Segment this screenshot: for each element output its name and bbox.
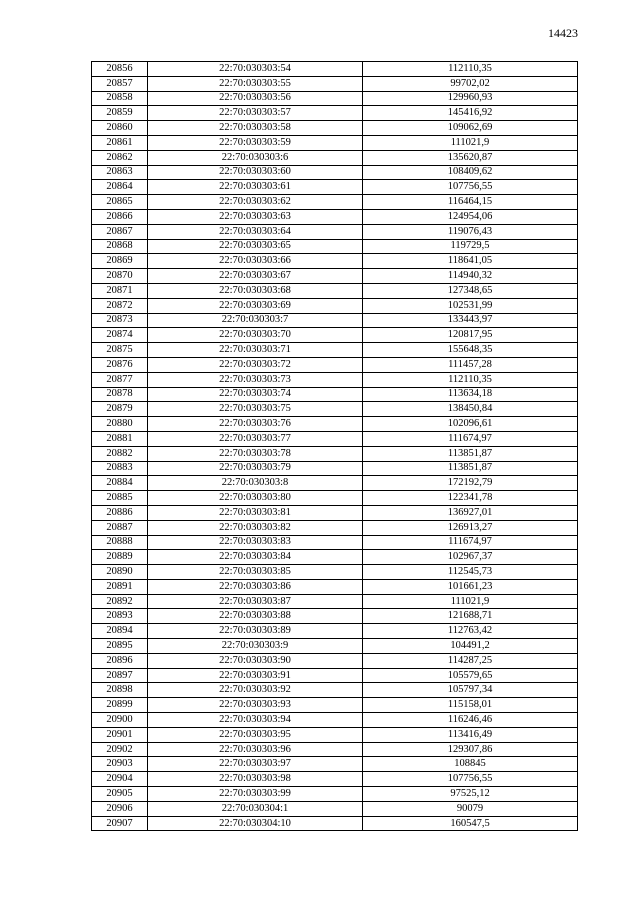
cadastral-value-cell: 111021,9 bbox=[363, 594, 578, 609]
table-row bbox=[92, 431, 578, 446]
table-row bbox=[92, 816, 578, 831]
cadastral-value-cell: 112110,35 bbox=[363, 62, 578, 77]
cadastral-value-cell: 112763,42 bbox=[363, 624, 578, 639]
cadastral-number-cell: 22:70:030303:68 bbox=[148, 283, 363, 298]
cadastral-value-cell: 120817,95 bbox=[363, 328, 578, 343]
cadastral-number-cell: 22:70:030303:82 bbox=[148, 520, 363, 535]
cadastral-number-cell: 22:70:030303:69 bbox=[148, 298, 363, 313]
cadastral-number-cell: 22:70:030303:88 bbox=[148, 609, 363, 624]
cadastral-value-cell: 99702,02 bbox=[363, 76, 578, 91]
row-number-cell: 20899 bbox=[92, 698, 148, 713]
cadastral-value-cell: 101661,23 bbox=[363, 579, 578, 594]
cadastral-value-cell: 119729,5 bbox=[363, 239, 578, 254]
row-number-cell: 20907 bbox=[92, 816, 148, 831]
cadastral-value-cell: 127348,65 bbox=[363, 283, 578, 298]
cadastral-value-cell: 109062,69 bbox=[363, 121, 578, 136]
row-number-cell: 20883 bbox=[92, 461, 148, 476]
cadastral-value-cell: 112110,35 bbox=[363, 372, 578, 387]
cadastral-value-cell: 107756,55 bbox=[363, 772, 578, 787]
row-number-cell: 20896 bbox=[92, 653, 148, 668]
row-number-cell: 20900 bbox=[92, 713, 148, 728]
table-row bbox=[92, 165, 578, 180]
row-number-cell: 20856 bbox=[92, 62, 148, 77]
row-number-cell: 20894 bbox=[92, 624, 148, 639]
cadastral-value-cell: 118641,05 bbox=[363, 254, 578, 269]
table-row bbox=[92, 446, 578, 461]
cadastral-value-cell: 136927,01 bbox=[363, 505, 578, 520]
row-number-cell: 20903 bbox=[92, 757, 148, 772]
row-number-cell: 20859 bbox=[92, 106, 148, 121]
row-number-cell: 20876 bbox=[92, 357, 148, 372]
cadastral-number-cell: 22:70:030303:6 bbox=[148, 150, 363, 165]
cadastral-number-cell: 22:70:030303:87 bbox=[148, 594, 363, 609]
row-number-cell: 20864 bbox=[92, 180, 148, 195]
row-number-cell: 20891 bbox=[92, 579, 148, 594]
table-row bbox=[92, 269, 578, 284]
cadastral-number-cell: 22:70:030303:73 bbox=[148, 372, 363, 387]
cadastral-number-cell: 22:70:030303:70 bbox=[148, 328, 363, 343]
cadastral-value-cell: 113851,87 bbox=[363, 461, 578, 476]
row-number-cell: 20874 bbox=[92, 328, 148, 343]
table-row bbox=[92, 343, 578, 358]
page-number: 14423 bbox=[548, 26, 578, 40]
cadastral-number-cell: 22:70:030303:84 bbox=[148, 550, 363, 565]
cadastral-number-cell: 22:70:030303:91 bbox=[148, 668, 363, 683]
cadastral-value-table bbox=[91, 61, 578, 831]
cadastral-value-cell: 102967,37 bbox=[363, 550, 578, 565]
table-row bbox=[92, 254, 578, 269]
row-number-cell: 20857 bbox=[92, 76, 148, 91]
table-row bbox=[92, 550, 578, 565]
cadastral-number-cell: 22:70:030303:94 bbox=[148, 713, 363, 728]
table-row bbox=[92, 491, 578, 506]
table-row bbox=[92, 565, 578, 580]
table-row bbox=[92, 76, 578, 91]
cadastral-number-cell: 22:70:030303:60 bbox=[148, 165, 363, 180]
table-row bbox=[92, 224, 578, 239]
row-number-cell: 20868 bbox=[92, 239, 148, 254]
table-row bbox=[92, 239, 578, 254]
row-number-cell: 20866 bbox=[92, 209, 148, 224]
cadastral-value-cell: 115158,01 bbox=[363, 698, 578, 713]
row-number-cell: 20904 bbox=[92, 772, 148, 787]
table-row bbox=[92, 402, 578, 417]
table-row bbox=[92, 609, 578, 624]
table-row bbox=[92, 520, 578, 535]
cadastral-value-cell: 129960,93 bbox=[363, 91, 578, 106]
table-row bbox=[92, 624, 578, 639]
cadastral-value-cell: 111674,97 bbox=[363, 535, 578, 550]
table-row bbox=[92, 209, 578, 224]
cadastral-value-cell: 105797,34 bbox=[363, 683, 578, 698]
cadastral-value-cell: 108409,62 bbox=[363, 165, 578, 180]
table-row bbox=[92, 505, 578, 520]
table-row bbox=[92, 683, 578, 698]
table-row bbox=[92, 594, 578, 609]
row-number-cell: 20878 bbox=[92, 387, 148, 402]
row-number-cell: 20861 bbox=[92, 135, 148, 150]
cadastral-value-cell: 160547,5 bbox=[363, 816, 578, 831]
table-row bbox=[92, 757, 578, 772]
table-row bbox=[92, 639, 578, 654]
cadastral-number-cell: 22:70:030303:64 bbox=[148, 224, 363, 239]
cadastral-number-cell: 22:70:030303:90 bbox=[148, 653, 363, 668]
table-row bbox=[92, 357, 578, 372]
row-number-cell: 20888 bbox=[92, 535, 148, 550]
row-number-cell: 20881 bbox=[92, 431, 148, 446]
row-number-cell: 20906 bbox=[92, 801, 148, 816]
cadastral-number-cell: 22:70:030303:62 bbox=[148, 195, 363, 210]
table-row bbox=[92, 801, 578, 816]
row-number-cell: 20869 bbox=[92, 254, 148, 269]
cadastral-value-cell: 111021,9 bbox=[363, 135, 578, 150]
cadastral-number-cell: 22:70:030303:75 bbox=[148, 402, 363, 417]
row-number-cell: 20863 bbox=[92, 165, 148, 180]
cadastral-number-cell: 22:70:030303:86 bbox=[148, 579, 363, 594]
row-number-cell: 20858 bbox=[92, 91, 148, 106]
cadastral-number-cell: 22:70:030303:55 bbox=[148, 76, 363, 91]
cadastral-value-cell: 119076,43 bbox=[363, 224, 578, 239]
cadastral-value-cell: 138450,84 bbox=[363, 402, 578, 417]
cadastral-number-cell: 22:70:030303:96 bbox=[148, 742, 363, 757]
table-row bbox=[92, 668, 578, 683]
table-row bbox=[92, 535, 578, 550]
cadastral-number-cell: 22:70:030303:97 bbox=[148, 757, 363, 772]
cadastral-value-cell: 113851,87 bbox=[363, 446, 578, 461]
row-number-cell: 20880 bbox=[92, 417, 148, 432]
cadastral-number-cell: 22:70:030303:99 bbox=[148, 787, 363, 802]
cadastral-number-cell: 22:70:030303:58 bbox=[148, 121, 363, 136]
cadastral-value-cell: 121688,71 bbox=[363, 609, 578, 624]
cadastral-value-cell: 108845 bbox=[363, 757, 578, 772]
table-row bbox=[92, 713, 578, 728]
row-number-cell: 20886 bbox=[92, 505, 148, 520]
row-number-cell: 20879 bbox=[92, 402, 148, 417]
cadastral-value-cell: 102096,61 bbox=[363, 417, 578, 432]
table-row bbox=[92, 787, 578, 802]
row-number-cell: 20865 bbox=[92, 195, 148, 210]
cadastral-number-cell: 22:70:030303:85 bbox=[148, 565, 363, 580]
cadastral-value-cell: 155648,35 bbox=[363, 343, 578, 358]
row-number-cell: 20870 bbox=[92, 269, 148, 284]
table-row bbox=[92, 727, 578, 742]
cadastral-number-cell: 22:70:030303:72 bbox=[148, 357, 363, 372]
cadastral-number-cell: 22:70:030303:76 bbox=[148, 417, 363, 432]
row-number-cell: 20862 bbox=[92, 150, 148, 165]
row-number-cell: 20898 bbox=[92, 683, 148, 698]
cadastral-value-cell: 90079 bbox=[363, 801, 578, 816]
row-number-cell: 20860 bbox=[92, 121, 148, 136]
cadastral-number-cell: 22:70:030304:10 bbox=[148, 816, 363, 831]
row-number-cell: 20877 bbox=[92, 372, 148, 387]
cadastral-number-cell: 22:70:030304:1 bbox=[148, 801, 363, 816]
cadastral-value-cell: 102531,99 bbox=[363, 298, 578, 313]
table-row bbox=[92, 742, 578, 757]
row-number-cell: 20867 bbox=[92, 224, 148, 239]
cadastral-number-cell: 22:70:030303:74 bbox=[148, 387, 363, 402]
row-number-cell: 20902 bbox=[92, 742, 148, 757]
cadastral-value-cell: 105579,65 bbox=[363, 668, 578, 683]
table-row bbox=[92, 62, 578, 77]
cadastral-value-cell: 129307,86 bbox=[363, 742, 578, 757]
cadastral-value-cell: 126913,27 bbox=[363, 520, 578, 535]
cadastral-number-cell: 22:70:030303:56 bbox=[148, 91, 363, 106]
cadastral-number-cell: 22:70:030303:77 bbox=[148, 431, 363, 446]
cadastral-number-cell: 22:70:030303:80 bbox=[148, 491, 363, 506]
row-number-cell: 20884 bbox=[92, 476, 148, 491]
cadastral-value-cell: 104491,2 bbox=[363, 639, 578, 654]
cadastral-value-cell: 124954,06 bbox=[363, 209, 578, 224]
table-row bbox=[92, 106, 578, 121]
row-number-cell: 20875 bbox=[92, 343, 148, 358]
cadastral-value-cell: 133443,97 bbox=[363, 313, 578, 328]
cadastral-number-cell: 22:70:030303:78 bbox=[148, 446, 363, 461]
cadastral-number-cell: 22:70:030303:79 bbox=[148, 461, 363, 476]
cadastral-value-cell: 112545,73 bbox=[363, 565, 578, 580]
cadastral-number-cell: 22:70:030303:57 bbox=[148, 106, 363, 121]
table-row bbox=[92, 135, 578, 150]
cadastral-number-cell: 22:70:030303:7 bbox=[148, 313, 363, 328]
table-row bbox=[92, 313, 578, 328]
cadastral-number-cell: 22:70:030303:71 bbox=[148, 343, 363, 358]
table-row bbox=[92, 328, 578, 343]
row-number-cell: 20897 bbox=[92, 668, 148, 683]
row-number-cell: 20882 bbox=[92, 446, 148, 461]
row-number-cell: 20873 bbox=[92, 313, 148, 328]
table-row bbox=[92, 387, 578, 402]
table-row bbox=[92, 150, 578, 165]
cadastral-value-cell: 116246,46 bbox=[363, 713, 578, 728]
cadastral-value-cell: 97525,12 bbox=[363, 787, 578, 802]
cadastral-number-cell: 22:70:030303:81 bbox=[148, 505, 363, 520]
table-row bbox=[92, 476, 578, 491]
cadastral-number-cell: 22:70:030303:66 bbox=[148, 254, 363, 269]
row-number-cell: 20892 bbox=[92, 594, 148, 609]
table-row bbox=[92, 121, 578, 136]
cadastral-number-cell: 22:70:030303:9 bbox=[148, 639, 363, 654]
table-row bbox=[92, 653, 578, 668]
cadastral-number-cell: 22:70:030303:93 bbox=[148, 698, 363, 713]
row-number-cell: 20889 bbox=[92, 550, 148, 565]
row-number-cell: 20895 bbox=[92, 639, 148, 654]
row-number-cell: 20887 bbox=[92, 520, 148, 535]
cadastral-value-cell: 107756,55 bbox=[363, 180, 578, 195]
table-row bbox=[92, 283, 578, 298]
row-number-cell: 20885 bbox=[92, 491, 148, 506]
cadastral-value-cell: 145416,92 bbox=[363, 106, 578, 121]
cadastral-number-cell: 22:70:030303:67 bbox=[148, 269, 363, 284]
cadastral-value-cell: 116464,15 bbox=[363, 195, 578, 210]
row-number-cell: 20893 bbox=[92, 609, 148, 624]
table-row bbox=[92, 298, 578, 313]
cadastral-value-cell: 114940,32 bbox=[363, 269, 578, 284]
table-row bbox=[92, 698, 578, 713]
table-row bbox=[92, 372, 578, 387]
cadastral-value-cell: 114287,25 bbox=[363, 653, 578, 668]
cadastral-number-cell: 22:70:030303:95 bbox=[148, 727, 363, 742]
cadastral-value-cell: 113634,18 bbox=[363, 387, 578, 402]
table-row bbox=[92, 91, 578, 106]
table-row bbox=[92, 772, 578, 787]
cadastral-value-cell: 122341,78 bbox=[363, 491, 578, 506]
cadastral-number-cell: 22:70:030303:61 bbox=[148, 180, 363, 195]
table-body bbox=[92, 62, 578, 831]
cadastral-number-cell: 22:70:030303:63 bbox=[148, 209, 363, 224]
cadastral-number-cell: 22:70:030303:65 bbox=[148, 239, 363, 254]
cadastral-value-cell: 135620,87 bbox=[363, 150, 578, 165]
row-number-cell: 20872 bbox=[92, 298, 148, 313]
table-row bbox=[92, 461, 578, 476]
cadastral-value-cell: 111674,97 bbox=[363, 431, 578, 446]
table-row bbox=[92, 180, 578, 195]
cadastral-value-cell: 113416,49 bbox=[363, 727, 578, 742]
table-row bbox=[92, 579, 578, 594]
cadastral-value-cell: 172192,79 bbox=[363, 476, 578, 491]
row-number-cell: 20901 bbox=[92, 727, 148, 742]
cadastral-number-cell: 22:70:030303:83 bbox=[148, 535, 363, 550]
cadastral-number-cell: 22:70:030303:59 bbox=[148, 135, 363, 150]
cadastral-number-cell: 22:70:030303:89 bbox=[148, 624, 363, 639]
cadastral-number-cell: 22:70:030303:98 bbox=[148, 772, 363, 787]
table-row bbox=[92, 417, 578, 432]
row-number-cell: 20905 bbox=[92, 787, 148, 802]
cadastral-number-cell: 22:70:030303:54 bbox=[148, 62, 363, 77]
cadastral-number-cell: 22:70:030303:8 bbox=[148, 476, 363, 491]
table-row bbox=[92, 195, 578, 210]
row-number-cell: 20871 bbox=[92, 283, 148, 298]
cadastral-value-cell: 111457,28 bbox=[363, 357, 578, 372]
cadastral-number-cell: 22:70:030303:92 bbox=[148, 683, 363, 698]
row-number-cell: 20890 bbox=[92, 565, 148, 580]
